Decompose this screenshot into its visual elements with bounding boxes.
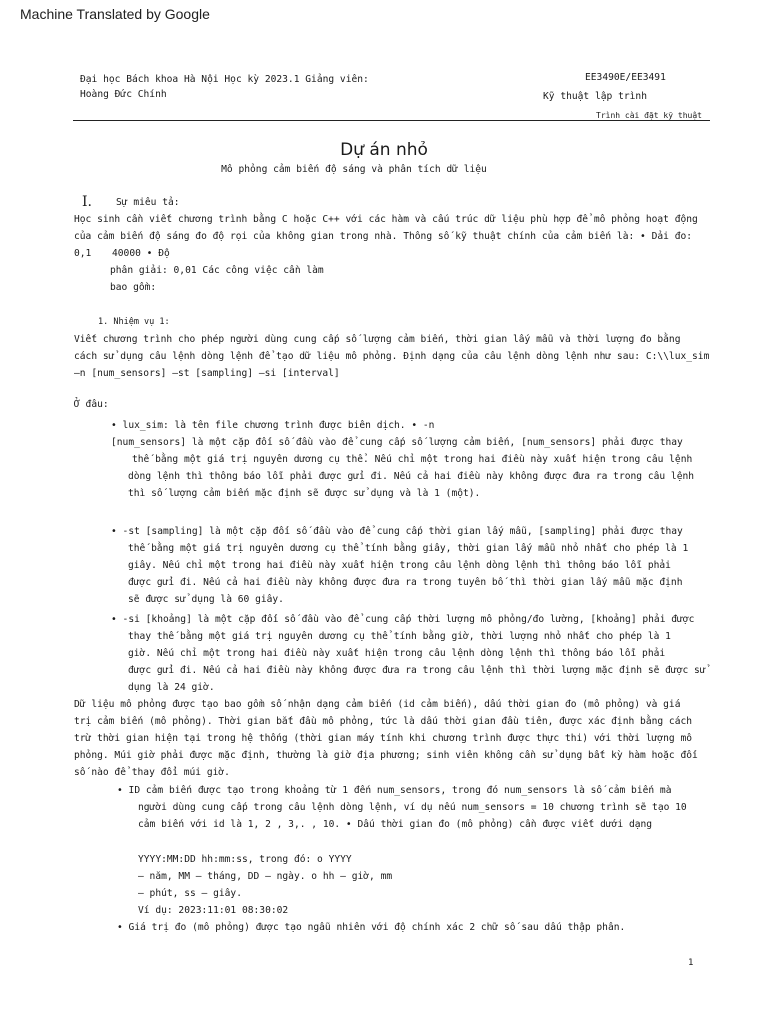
bullet-line: • -si [khoảng] là một cặp đối số đầu vào để cung cấp thời lượng mô phỏng/đo lường, [khoảng] phải được bbox=[111, 614, 695, 625]
intro-line: Học sinh cần viết chương trình bằng C hoặc C++ với các hàm và cấu trúc dữ liệu phù hợp để mô phỏng hoạt động bbox=[74, 214, 698, 225]
page-number: 1 bbox=[688, 958, 694, 968]
task1-line: cách sử dụng câu lệnh dòng lệnh để tạo dữ liệu mô phỏng. Định dạng của câu lệnh dòng lệnh như sau: C:\\lux_sim bbox=[74, 351, 710, 362]
bullet-line: được gửi đi. Nếu cả hai điều này không được đưa ra trong câu lệnh thì thời lượng mặc định sẽ được sử bbox=[128, 665, 706, 676]
format-line: Ví dụ: 2023:11:01 08:30:02 bbox=[138, 905, 289, 916]
timestamp-format bbox=[138, 851, 638, 919]
data-line: số nào để thay đổi múi giờ. bbox=[74, 767, 230, 778]
bullet-line: cảm biến với id là 1, 2 , 3,. , 10. • Dấu thời gian đo (mô phỏng) cần được viết dưới dạng bbox=[138, 819, 653, 830]
task1-line: Viết chương trình cho phép người dùng cung cấp số lượng cảm biến, thời gian lấy mẫu và thời lượng đo bằng bbox=[74, 334, 681, 345]
bullet-line: thế bằng một giá trị nguyên dương cụ thể tính bằng giây, thời gian lấy mẫu nhỏ nhất cho phép là 1 bbox=[128, 543, 689, 554]
resolution-spec bbox=[110, 262, 410, 296]
bullet-si-param bbox=[111, 611, 711, 696]
range-value: 0,1 bbox=[74, 248, 92, 259]
resolution-line: phân giải: 0,01 Các công việc cần làm bbox=[110, 265, 324, 276]
resolution-line: bao gồm: bbox=[110, 282, 157, 293]
document-title: Dự án nhỏ bbox=[340, 140, 428, 160]
bullet-line: giây. Nếu chỉ một trong hai điều này xuất hiện trong câu lệnh dòng lệnh thì thông báo lỗi phải bbox=[128, 560, 671, 571]
bullet-line: [num_sensors] là một cặp đối số đầu vào để cung cấp số lượng cảm biến, [num_sensors] phải được thay bbox=[111, 437, 683, 448]
bullet-line: • ID cảm biến được tạo trong khoảng từ 1 đến num_sensors, trong đó num_sensors là số cảm biến mà bbox=[117, 785, 672, 796]
bullet-line: dụng là 24 giờ. bbox=[128, 682, 215, 693]
bullet-line: thì số lượng cảm biến mặc định sẽ được sử dụng và là 1 (một). bbox=[128, 488, 481, 499]
bullet-st-param bbox=[111, 523, 711, 608]
bullet-line: thay thế bằng một giá trị nguyên dương cụ thể tính bằng giờ, thời lượng nhỏ nhất cho phép là 1 bbox=[128, 631, 671, 642]
task1-body bbox=[74, 331, 724, 382]
course-code: EE3490E/EE3491 bbox=[585, 72, 666, 83]
header-lecturer-name: Hoàng Đức Chính bbox=[80, 89, 167, 100]
bullet-sensor-id bbox=[117, 782, 717, 833]
bullet-line: • -st [sampling] là một cặp đối số đầu vào để cung cấp thời gian lấy mẫu, [sampling] phải được thay bbox=[111, 526, 683, 537]
bullet-line: giờ. Nếu chỉ một trong hai điều này xuất hiện trong câu lệnh dòng lệnh thì thông báo lỗi phải bbox=[128, 648, 666, 659]
course-subject: Kỹ thuật lập trình bbox=[543, 91, 647, 102]
document-subtitle: Mô phỏng cảm biến độ sáng và phân tích dữ liệu bbox=[221, 164, 487, 175]
bullet-line: thế bằng một giá trị nguyên dương cụ thể. Nếu chỉ một trong hai điều này xuất hiện trong câu lệnh bbox=[132, 454, 693, 465]
bullet-line: được gửi đi. Nếu cả hai điều này không được đưa ra trong tuyên bố thì thời gian lấy mẫu mặc định bbox=[128, 577, 683, 588]
where-label: Ở đâu: bbox=[74, 399, 109, 410]
machine-translation-banner: Machine Translated by Google bbox=[20, 6, 210, 22]
data-line: trị cảm biến (mô phỏng). Thời gian bắt đầu mô phỏng, tức là dấu thời gian đầu tiên, được xác định bằng cách bbox=[74, 716, 693, 727]
range-rest: 40000 • Độ bbox=[112, 248, 170, 259]
header-university bbox=[80, 72, 410, 102]
bullet-line: dòng lệnh thì thông báo lỗi phải được gửi đi. Nếu cả hai điều này không được đưa ra trong câu lệnh bbox=[128, 471, 695, 482]
bullet-line: • lux_sim: là tên file chương trình được biên dịch. • -n bbox=[111, 420, 435, 431]
section-number: I. bbox=[82, 194, 92, 210]
format-line: – phút, ss – giây. bbox=[138, 888, 242, 899]
intro-paragraph bbox=[74, 211, 714, 245]
section-heading: Sự miêu tả: bbox=[116, 197, 180, 208]
header-university-line1: Đại học Bách khoa Hà Nội Học kỳ 2023.1 Giảng viên: bbox=[80, 74, 369, 85]
bullet-measured-value: • Giá trị đo (mô phỏng) được tạo ngẫu nhiên với độ chính xác 2 chữ số sau dấu thập phân. bbox=[117, 922, 626, 933]
bullet-n-param bbox=[111, 417, 711, 502]
data-line: trừ thời gian hiện tại trong hệ thống (thời gian máy tính khi chương trình được thực thi) với thời lượng mô bbox=[74, 733, 693, 744]
intro-line: của cảm biến độ sáng đo độ rọi của không gian trong nhà. Thông số kỹ thuật chính của cảm biến là: • Dải đo: bbox=[74, 231, 693, 242]
task1-line: –n [num_sensors] –st [sampling] –si [interval] bbox=[74, 368, 340, 379]
data-line: phỏng. Múi giờ phải được mặc định, thường là giờ địa phương; sinh viên không cần sử dụng bất kỳ hàm hoặc đối bbox=[74, 750, 698, 761]
format-line: – năm, MM – tháng, DD – ngày. o hh – giờ, mm bbox=[138, 871, 393, 882]
data-line: Dữ liệu mô phỏng được tạo bao gồm số nhận dạng cảm biến (id cảm biến), dấu thời gian đo (mô phỏng) và giá bbox=[74, 699, 681, 710]
format-line: YYYY:MM:DD hh:mm:ss, trong đó: o YYYY bbox=[138, 854, 352, 865]
data-description bbox=[74, 696, 724, 781]
document-type: Trình cài đặt kỹ thuật bbox=[596, 111, 702, 120]
task1-heading: 1. Nhiệm vụ 1: bbox=[98, 317, 170, 327]
header-divider bbox=[73, 120, 710, 121]
bullet-line: người dùng cung cấp trong câu lệnh dòng lệnh, ví dụ nếu num_sensors = 10 chương trình sẽ tạo 10 bbox=[138, 802, 687, 813]
bullet-line: sẽ được sử dụng là 60 giây. bbox=[128, 594, 284, 605]
